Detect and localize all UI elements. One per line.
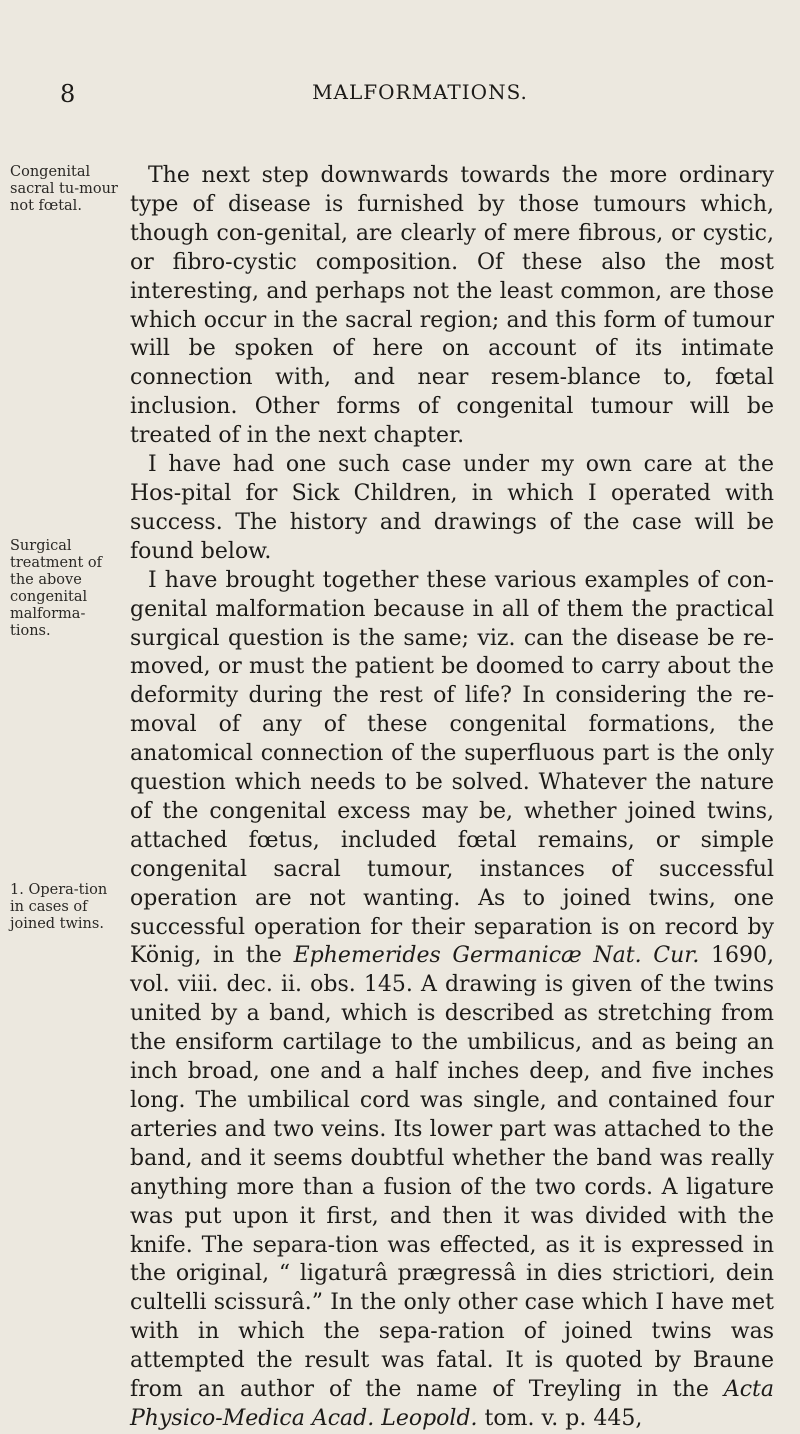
paragraph-3 <box>130 567 774 1434</box>
paragraph-1: The next step downwards towards the more ordinary type of disease is furnished by those tumours which, though con-genital, are clearly of mere fibrous, or cystic, or fibro-cystic composition. Of these also the most interesting, and perhaps not the least common, are those which occur in the sacral region; and this form of tumour will be spoken of here on account of its intimate connection with, and near resem-blance to, fœtal inclusion. Other forms of congenital tumour will be treated of in the next chapter. <box>130 163 774 449</box>
journal-title-ephemerides: Ephemerides Germanicæ Nat. Cur. <box>293 943 700 969</box>
page-number: 8 <box>60 80 76 108</box>
sidenote-operation-joined-twins: 1. Opera-tion in cases of joined twins. <box>10 882 108 932</box>
paragraph-3-part-a: I have brought together these various examples of con-genital malformation because in all of them the practical surgical question is the same; viz. can the disease be re-moved, or must the patient be doomed to carry about the deformity during the rest of life? In considering the re-moval of any of these congenital formations, the anatomical connection of the superfluous part is the only question which needs to be solved. Whatever the nature of the congenital excess may be, whether joined twins, attached fœtus, included fœtal remains, or simple congenital sacral tumour, instances of successful operation are not wanting. As to joined twins, one successful operation for their separation is on record by König, in the <box>130 567 774 969</box>
sidenote-surgical-treatment: Surgical treatment of the above congenital malforma-tions. <box>10 538 103 639</box>
journal-title-acta: Acta Physico-Medica Acad. Leopold. <box>130 1377 774 1431</box>
running-title: MALFORMATIONS. <box>312 80 528 104</box>
paragraph-2: I have had one such case under my own care at the Hos-pital for Sick Children, in which I operated with success. The history and drawings of the case will be found below. <box>130 452 774 564</box>
sidenote-congenital-sacral-tumour: Congenital sacral tu-mour not fœtal. <box>10 164 118 214</box>
main-text <box>130 162 774 1434</box>
paragraph-3-part-c: tom. v. p. 445, <box>477 1405 643 1431</box>
paragraph-3-part-b: 1690, vol. viii. dec. ii. obs. 145. A drawing is given of the twins united by a band, which is described as stretching from the ensiform cartilage to the umbilicus, and as being an inch broad, one and a half inches deep, and five inches long. The umbilical cord was single, and contained four arteries and two veins. Its lower part was attached to the band, and it seems doubtful whether the band was really anything more than a fusion of the two cords. A ligature was put upon it first, and then it was divided with the knife. The separa-tion was effected, as it is expressed in the original, “ ligaturâ prægressâ in dies strictiori, dein cultelli scissurâ.” In the only other case which I have met with in which the sepa-ration of joined twins was attempted the result was fatal. It is quoted by Braune from an author of the name of Treyling in the <box>130 943 774 1403</box>
page-header <box>60 80 780 130</box>
